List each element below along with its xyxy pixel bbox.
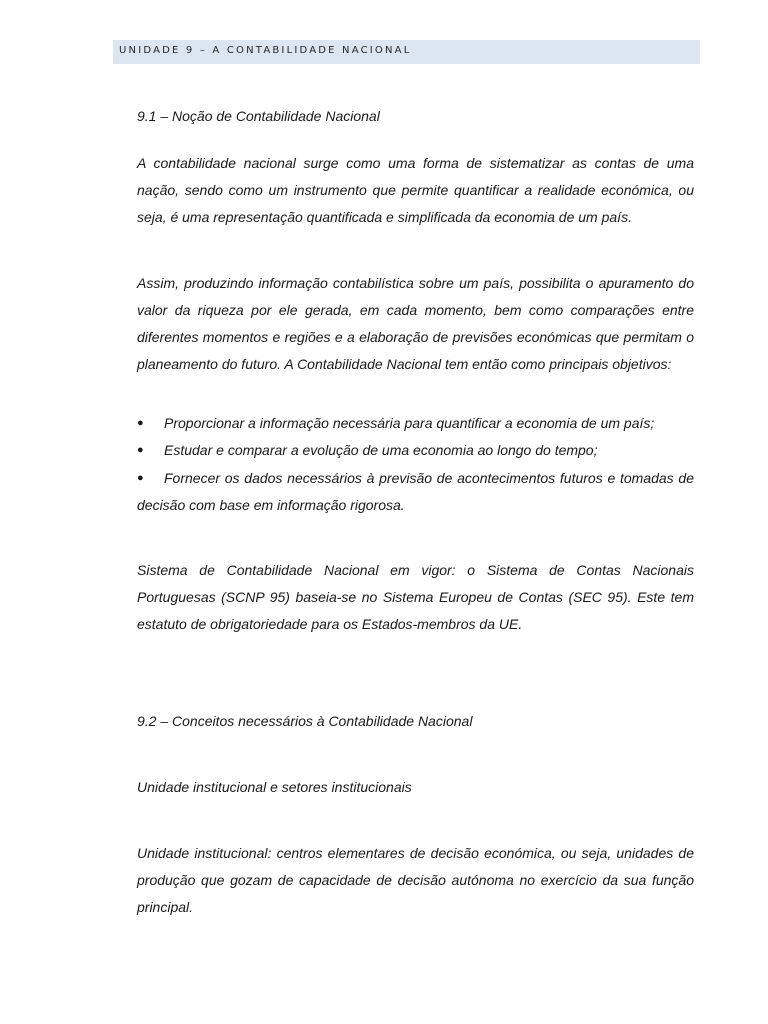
bullet-icon: ●: [137, 417, 144, 429]
list-item-text: Estudar e comparar a evolução de uma economia ao longo do tempo;: [164, 442, 598, 458]
list-item-text: Proporcionar a informação necessária para quantificar a economia de um país;: [164, 415, 655, 431]
bullet-icon: ●: [137, 472, 144, 484]
list-item: [137, 410, 694, 437]
paragraph-objectives-intro: Assim, produzindo informação contabilística sobre um país, possibilita o apuramento do valor da riqueza por ele gerada, em cada momento, bem como comparações entre diferentes momentos e regiões e a elaboração de previsões económicas que permitam o planeamento do futuro. A Contabilidade Nacional tem então como principais objetivos:: [137, 275, 694, 372]
subsection-heading: Unidade institucional e setores institucionais: [137, 779, 412, 795]
paragraph-accounting-system: Sistema de Contabilidade Nacional em vigor: o Sistema de Contas Nacionais Portuguesas (SCNP 95) baseia-se no Sistema Europeu de Contas (SEC 95). Este tem estatuto de obrigatoriedade para os Estados-membros da UE.: [137, 562, 694, 632]
paragraph-institutional-unit: Unidade institucional: centros elementares de decisão económica, ou seja, unidades de produção que gozam de capacidade de decisão autónoma no exercício da sua função principal.: [137, 845, 694, 915]
list-item: [137, 465, 694, 519]
header-title: UNIDADE 9 – A CONTABILIDADE NACIONAL: [119, 45, 412, 56]
paragraph-definition: A contabilidade nacional surge como uma forma de sistematizar as contas de uma nação, sendo como um instrumento que permite quantificar a realidade económica, ou seja, é uma representação quantificada e simplificada da economia de um país.: [137, 155, 694, 225]
page-header: [113, 40, 700, 64]
bullet-icon: ●: [137, 444, 144, 456]
section-9-1-heading: 9.1 – Noção de Contabilidade Nacional: [137, 108, 380, 124]
section-9-2-heading: 9.2 – Conceitos necessários à Contabilidade Nacional: [137, 713, 473, 729]
list-item-text: Fornecer os dados necessários à previsão de acontecimentos futuros e tomadas de decisão com base em informação rigorosa.: [137, 470, 694, 513]
list-item: [137, 437, 694, 464]
